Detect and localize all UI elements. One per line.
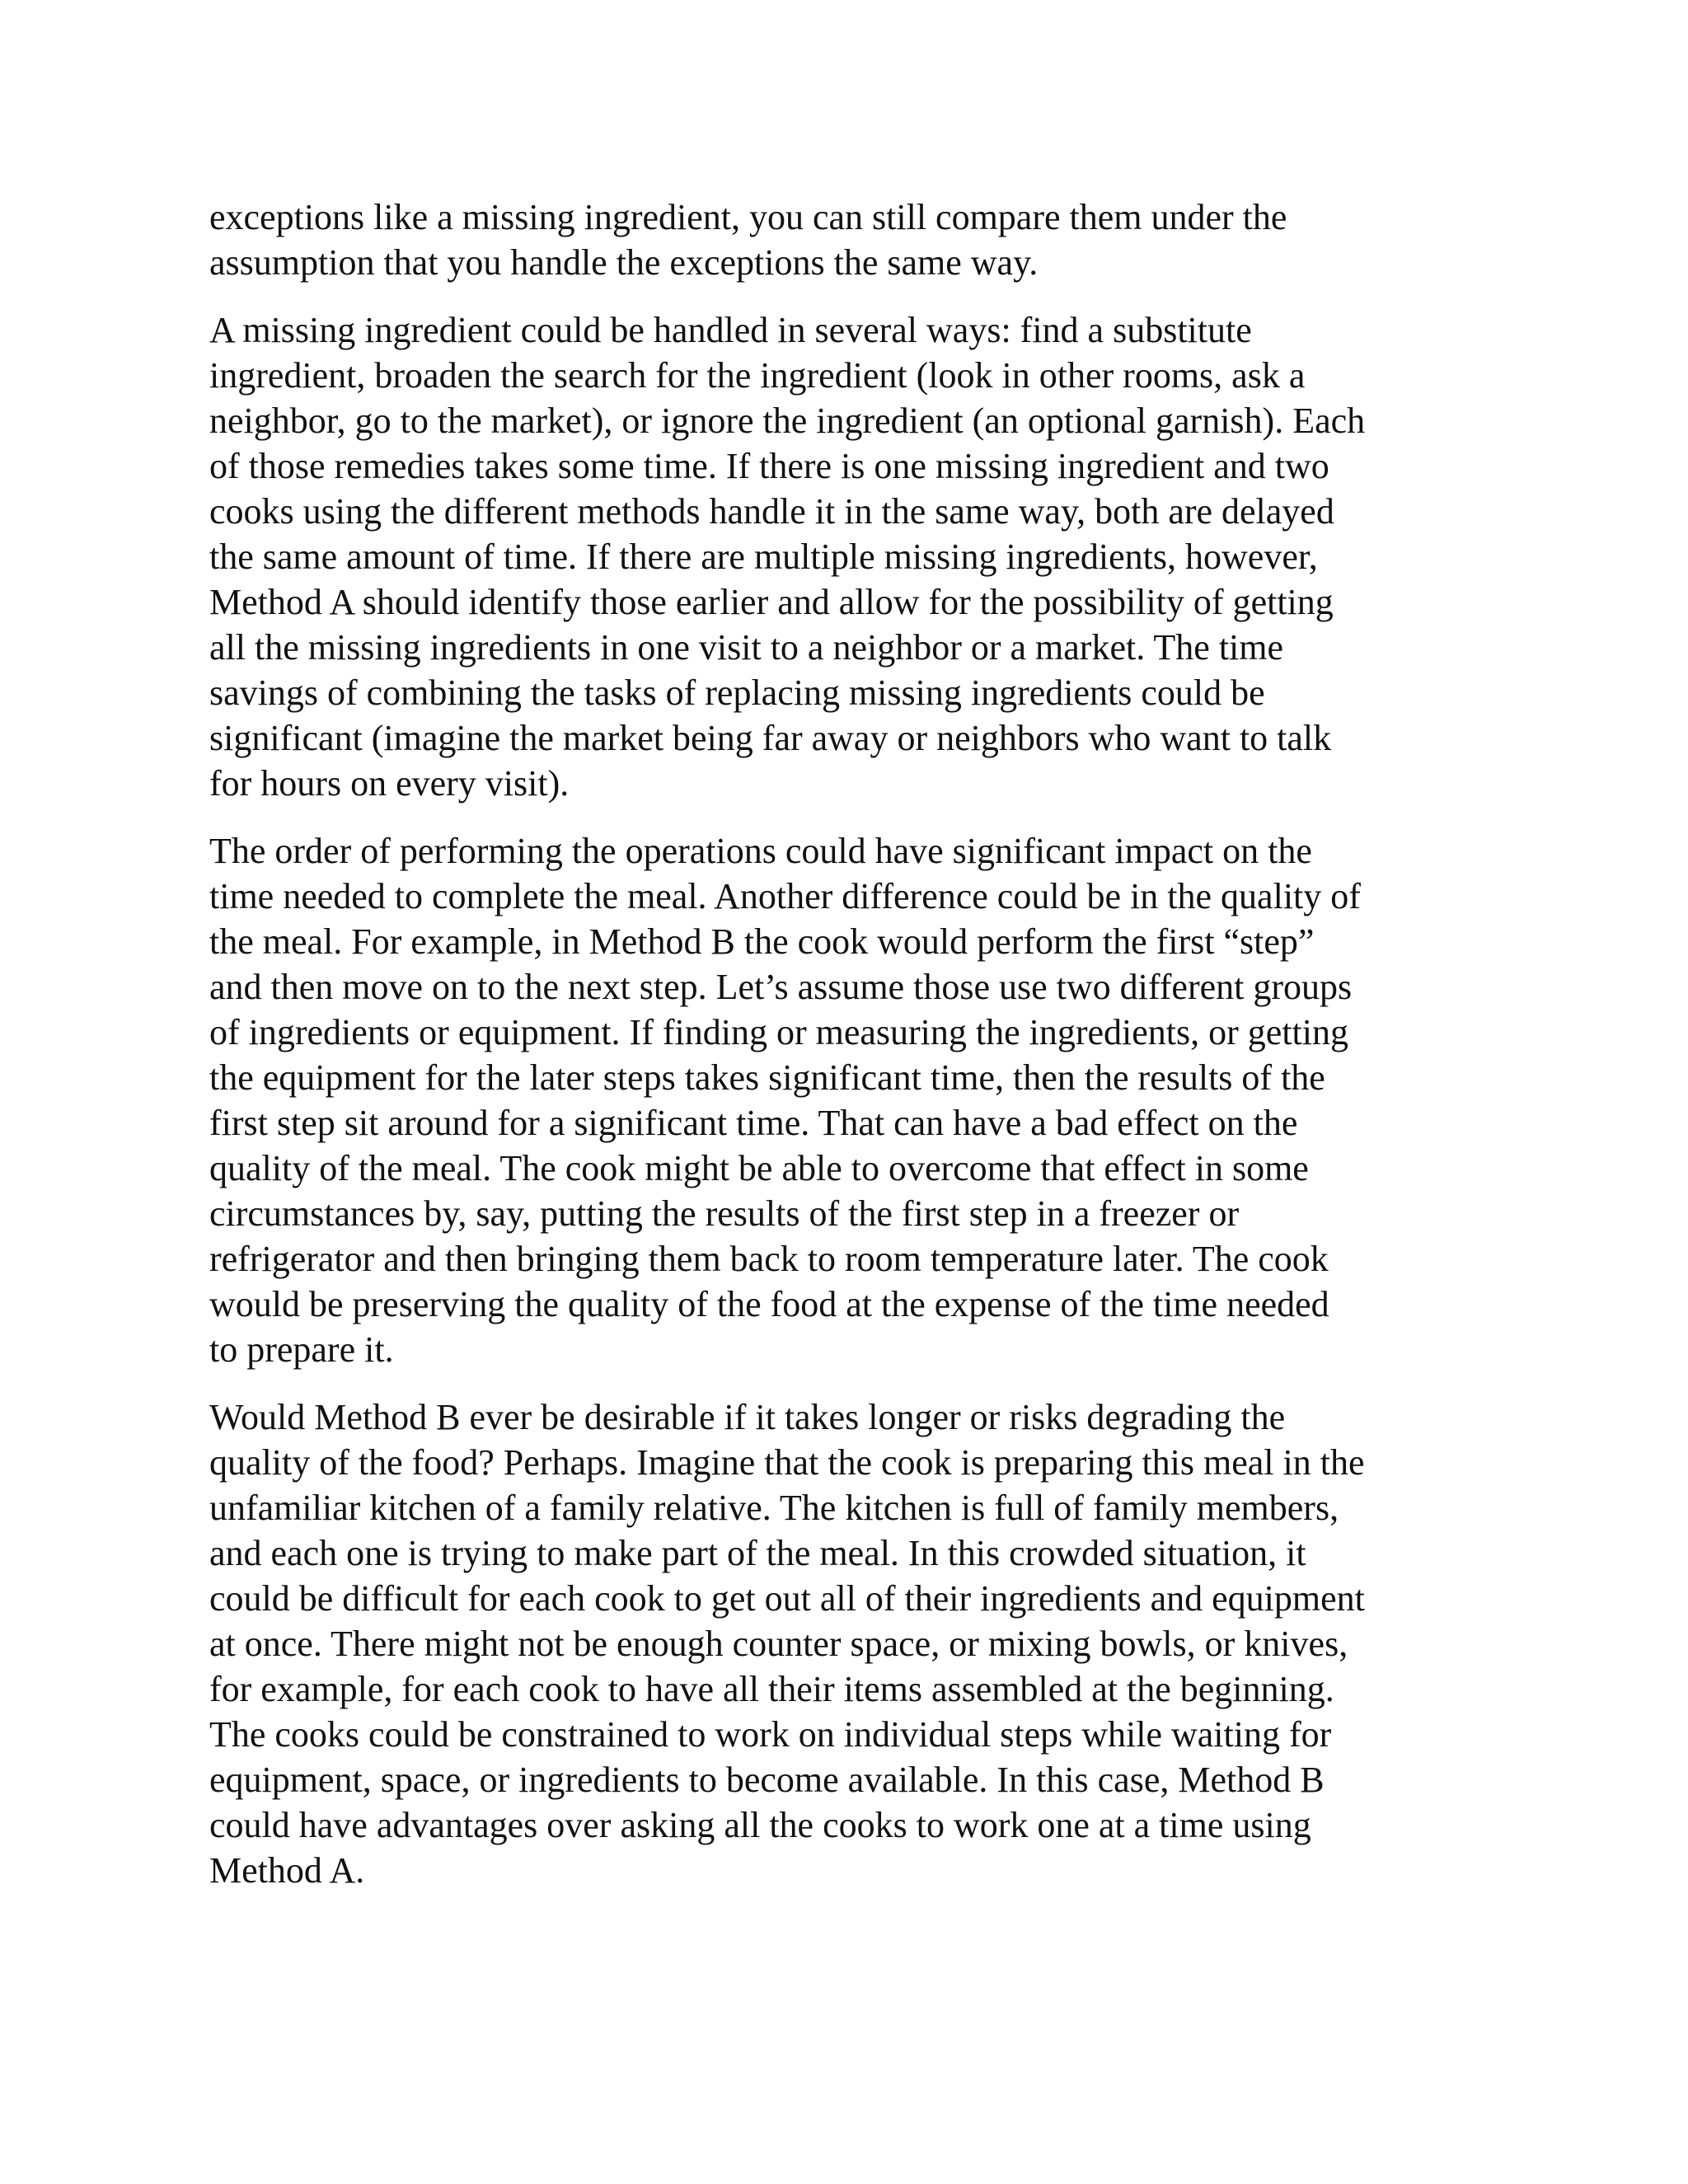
text-line: time needed to complete the meal. Another difference could be in the quality of bbox=[209, 876, 1361, 916]
text-line: Would Method B ever be desirable if it takes longer or risks degrading the bbox=[209, 1397, 1286, 1437]
paragraph bbox=[209, 828, 1495, 1372]
text-line: for hours on every visit). bbox=[209, 763, 570, 804]
text-line: significant (imagine the market being far away or neighbors who want to talk bbox=[209, 718, 1332, 758]
text-line: Method A should identify those earlier and allow for the possibility of getting bbox=[209, 582, 1334, 622]
text-line: The cooks could be constrained to work on individual steps while waiting for bbox=[209, 1714, 1332, 1755]
text-line: and then move on to the next step. Let’s assume those use two different groups bbox=[209, 967, 1353, 1007]
text-line: first step sit around for a significant time. That can have a bad effect on the bbox=[209, 1103, 1298, 1143]
text-line: circumstances by, say, putting the results of the first step in a freezer or bbox=[209, 1193, 1240, 1234]
document-body bbox=[209, 194, 1495, 1915]
text-line: for example, for each cook to have all their items assembled at the beginning. bbox=[209, 1669, 1334, 1709]
text-line: quality of the meal. The cook might be able to overcome that effect in some bbox=[209, 1148, 1309, 1188]
paragraph bbox=[209, 194, 1495, 285]
text-line: refrigerator and then bringing them back to room temperature later. The cook bbox=[209, 1239, 1329, 1279]
text-line: could be difficult for each cook to get out all of their ingredients and equipment bbox=[209, 1578, 1365, 1619]
text-line: the meal. For example, in Method B the cook would perform the first “step” bbox=[209, 921, 1315, 962]
text-line: at once. There might not be enough counter space, or mixing bowls, or knives, bbox=[209, 1624, 1348, 1664]
text-line: exceptions like a missing ingredient, you can still compare them under the bbox=[209, 197, 1287, 237]
text-line: neighbor, go to the market), or ignore the ingredient (an optional garnish). Each bbox=[209, 401, 1366, 441]
text-line: the same amount of time. If there are multiple missing ingredients, however, bbox=[209, 537, 1318, 577]
text-line: savings of combining the tasks of replacing missing ingredients could be bbox=[209, 673, 1265, 713]
text-line: unfamiliar kitchen of a family relative. The kitchen is full of family members, bbox=[209, 1488, 1339, 1528]
text-line: ingredient, broaden the search for the ingredient (look in other rooms, ask a bbox=[209, 355, 1306, 396]
text-line: and each one is trying to make part of the meal. In this crowded situation, it bbox=[209, 1533, 1306, 1573]
text-line: of ingredients or equipment. If finding or measuring the ingredients, or getting bbox=[209, 1012, 1349, 1052]
paragraph bbox=[209, 307, 1495, 806]
text-line: The order of performing the operations could have significant impact on the bbox=[209, 831, 1312, 871]
paragraph bbox=[209, 1394, 1495, 1893]
text-line: assumption that you handle the exceptions the same way. bbox=[209, 242, 1039, 283]
text-line: Method A. bbox=[209, 1850, 365, 1891]
text-line: of those remedies takes some time. If there is one missing ingredient and two bbox=[209, 446, 1329, 486]
text-line: would be preserving the quality of the food at the expense of the time needed bbox=[209, 1284, 1329, 1324]
text-line: equipment, space, or ingredients to become available. In this case, Method B bbox=[209, 1760, 1325, 1800]
text-line: cooks using the different methods handle it in the same way, both are delayed bbox=[209, 491, 1334, 532]
text-line: all the missing ingredients in one visit to a neighbor or a market. The time bbox=[209, 627, 1284, 668]
text-line: A missing ingredient could be handled in several ways: find a substitute bbox=[209, 310, 1252, 350]
text-line: could have advantages over asking all the cooks to work one at a time using bbox=[209, 1805, 1311, 1845]
text-line: quality of the food? Perhaps. Imagine that the cook is preparing this meal in the bbox=[209, 1442, 1365, 1483]
text-line: to prepare it. bbox=[209, 1329, 394, 1370]
text-line: the equipment for the later steps takes significant time, then the results of the bbox=[209, 1057, 1325, 1098]
